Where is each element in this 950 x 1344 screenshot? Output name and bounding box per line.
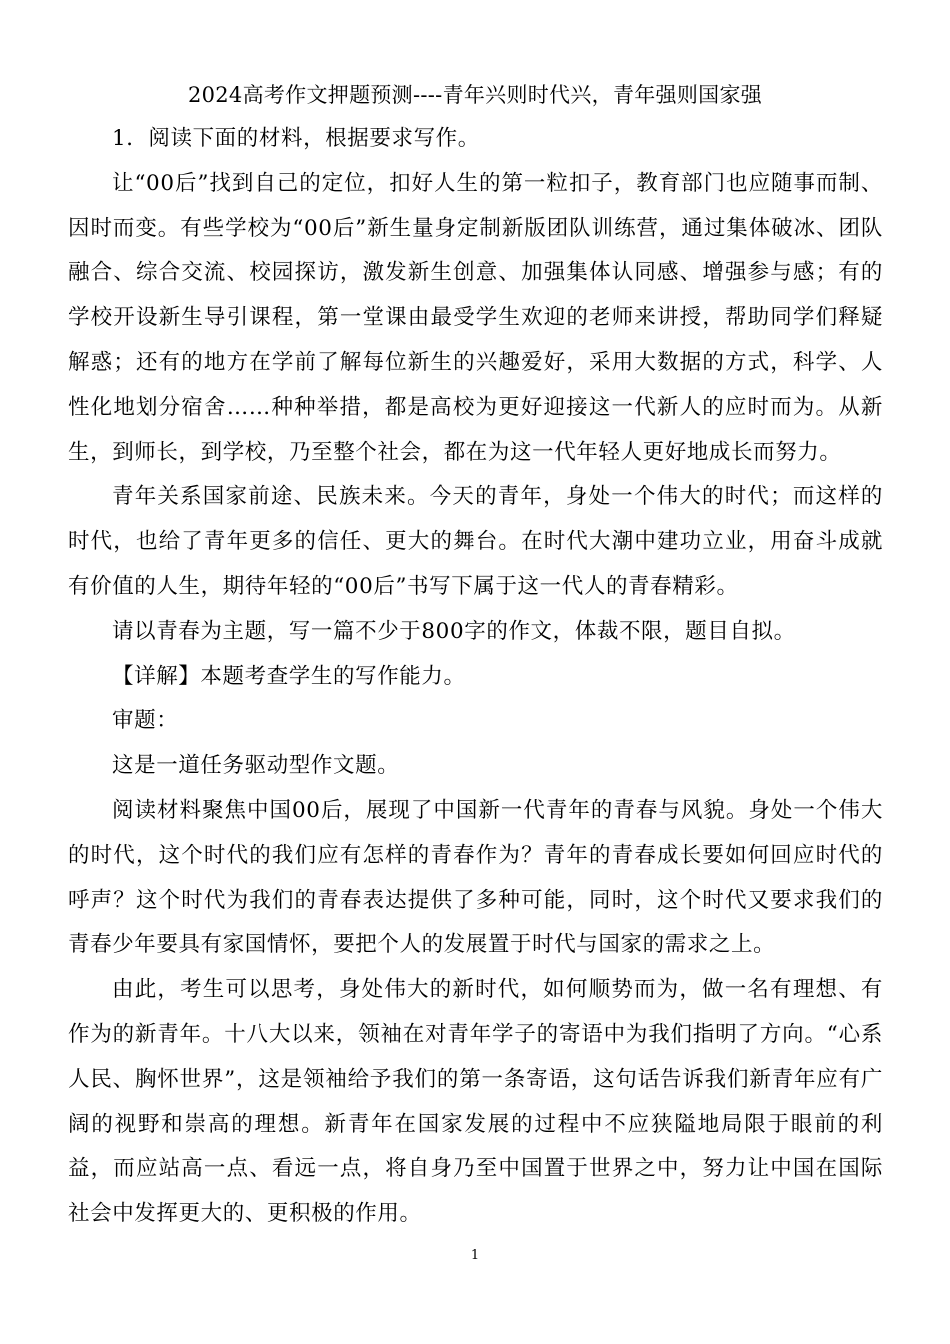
explanation-heading: 【详解】本题考查学生的写作能力。: [112, 663, 466, 689]
analysis-paragraph-2: 由此，考生可以思考，身处伟大的新时代，如何顺势而为，做一名有理想、有作为的新青年。十八大以来，领袖在对青年学子的寄语中为我们指明了方向。“心系人民、胸怀世界”，这是领袖给予我们的第一条寄语，这句话告诉我们新青年应有广阔的视野和崇高的理想。新青年在国家发展的过程中不应狭隘地局限于眼前的利益，而应站高一点、看远一点，将自身乃至中国置于世界之中，努力让中国在国际社会中发挥更大的、更积极的作用。: [68, 977, 883, 1227]
document-title: 2024高考作文押题预测----青年兴则时代兴，青年强则国家强: [187, 83, 763, 107]
page-number: 1: [470, 1248, 480, 1263]
analysis-label: 审题：: [112, 708, 179, 734]
material-paragraph-2: 青年关系国家前途、民族未来。今天的青年，身处一个伟大的时代；而这样的时代，也给了青年更多的信任、更大的舞台。在时代大潮中建功立业，用奋斗成就有价值的人生，期待年轻的“00后”书写下属于这一代人的青春精彩。: [68, 484, 883, 599]
analysis-paragraph-1: 阅读材料聚焦中国00后，展现了中国新一代青年的青春与风貌。身处一个伟大的时代，这个时代的我们应有怎样的青春作为？青年的青春成长要如何回应时代的呼声？这个时代为我们的青春表达提供了多种可能，同时，这个时代又要求我们的青春少年要具有家国情怀，要把个人的发展置于时代与国家的需求之上。: [68, 797, 883, 958]
question-prompt: 1．阅读下面的材料，根据要求写作。: [112, 126, 480, 151]
material-paragraph-1: 让“00后”找到自己的定位，扣好人生的第一粒扣子，教育部门也应随事而制、因时而变。有些学校为“00后”新生量身定制新版团队训练营，通过集体破冰、团队融合、综合交流、校园探访，激发新生创意、加强集体认同感、增强参与感；有的学校开设新生导引课程，第一堂课由最受学生欢迎的老师来讲授，帮助同学们释疑解惑；还有的地方在学前了解每位新生的兴趣爱好，采用大数据的方式，科学、人性化地划分宿舍……种种举措，都是高校为更好迎接这一代新人的应时而为。从新生，到师长，到学校，乃至整个社会，都在为这一代年轻人更好地成长而努力。: [68, 170, 883, 465]
document-body: [68, 117, 883, 1237]
writing-requirement: 请以青春为主题，写一篇不少于800字的作文，体裁不限，题目自拟。: [112, 618, 796, 644]
task-type-paragraph: 这是一道任务驱动型作文题。: [112, 753, 400, 779]
